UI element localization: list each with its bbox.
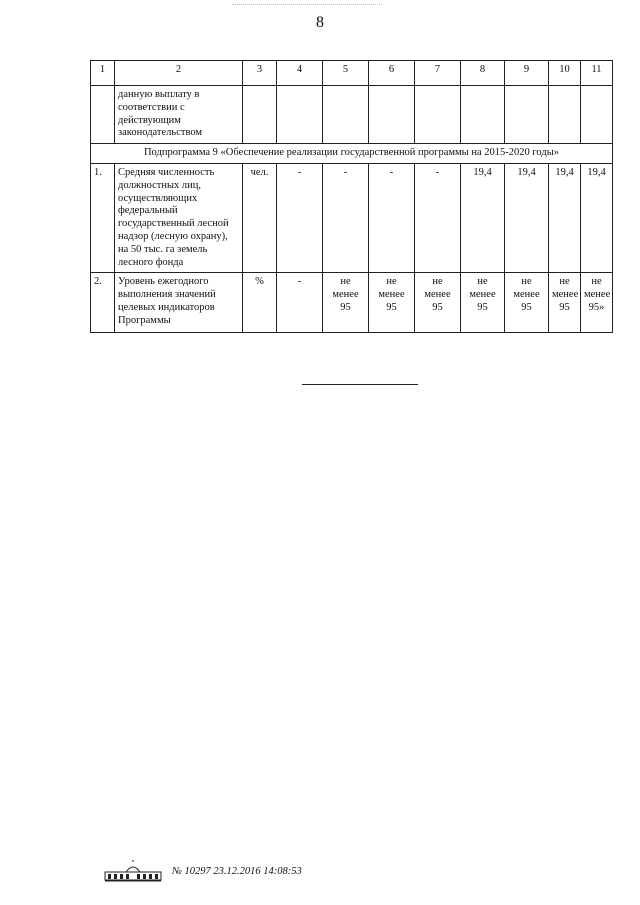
table-cell [323,86,369,144]
column-number: 8 [461,61,505,86]
value-cell: - [415,163,461,272]
column-number: 9 [505,61,549,86]
value-cell: - [277,273,323,333]
value-cell: 19,4 [505,163,549,272]
value-cell: не менее 95 [323,273,369,333]
table-row [91,273,613,333]
value-cell: 19,4 [461,163,505,272]
indicators-table [90,60,613,333]
column-number: 10 [549,61,581,86]
table-cell [581,86,613,144]
table-cell [91,86,115,144]
value-cell: - [277,163,323,272]
end-divider [302,384,418,385]
value-cell: не менее 95 [549,273,581,333]
value-cell: не менее 95 [505,273,549,333]
table-row [91,163,613,272]
page-number: 8 [316,14,324,31]
subprogram-title: Подпрограмма 9 «Обеспечение реализации государственной программы на 2015-2020 годы» [91,144,613,164]
continuation-row [91,86,613,144]
unit-cell: % [243,273,277,333]
indicator-name: Уровень ежегодного выполнения значений целевых индикаторов Программы [115,273,243,333]
row-number: 2. [91,273,115,333]
column-number: 3 [243,61,277,86]
value-cell: не менее 95 [415,273,461,333]
table-cell [549,86,581,144]
value-cell: 19,4 [581,163,613,272]
registration-stamp: № 10297 23.12.2016 14:08:53 [172,865,302,877]
table-cell [369,86,415,144]
table-cell [461,86,505,144]
indicator-name: Средняя численность должностных лиц, осуществляющих федеральный государственный лесной надзор (лесную охрану), на 50 тыс. га земель лесного фонда [115,163,243,272]
table-cell [243,86,277,144]
value-cell: - [323,163,369,272]
row-number: 1. [91,163,115,272]
building-emblem-icon [104,860,162,882]
table-cell [505,86,549,144]
value-cell: не менее 95» [581,273,613,333]
footer [104,860,302,882]
column-number: 11 [581,61,613,86]
value-cell: - [369,163,415,272]
value-cell: не менее 95 [369,273,415,333]
table-cell [415,86,461,144]
table-cell [277,86,323,144]
unit-cell: чел. [243,163,277,272]
column-number: 7 [415,61,461,86]
subprogram-row [91,144,613,164]
column-number: 5 [323,61,369,86]
column-number: 4 [277,61,323,86]
column-number: 1 [91,61,115,86]
indicator-name: данную выплату в соответствии с действующим законодательством [115,86,243,144]
column-number: 2 [115,61,243,86]
value-cell: не менее 95 [461,273,505,333]
column-number: 6 [369,61,415,86]
column-number-row [91,61,613,86]
value-cell: 19,4 [549,163,581,272]
